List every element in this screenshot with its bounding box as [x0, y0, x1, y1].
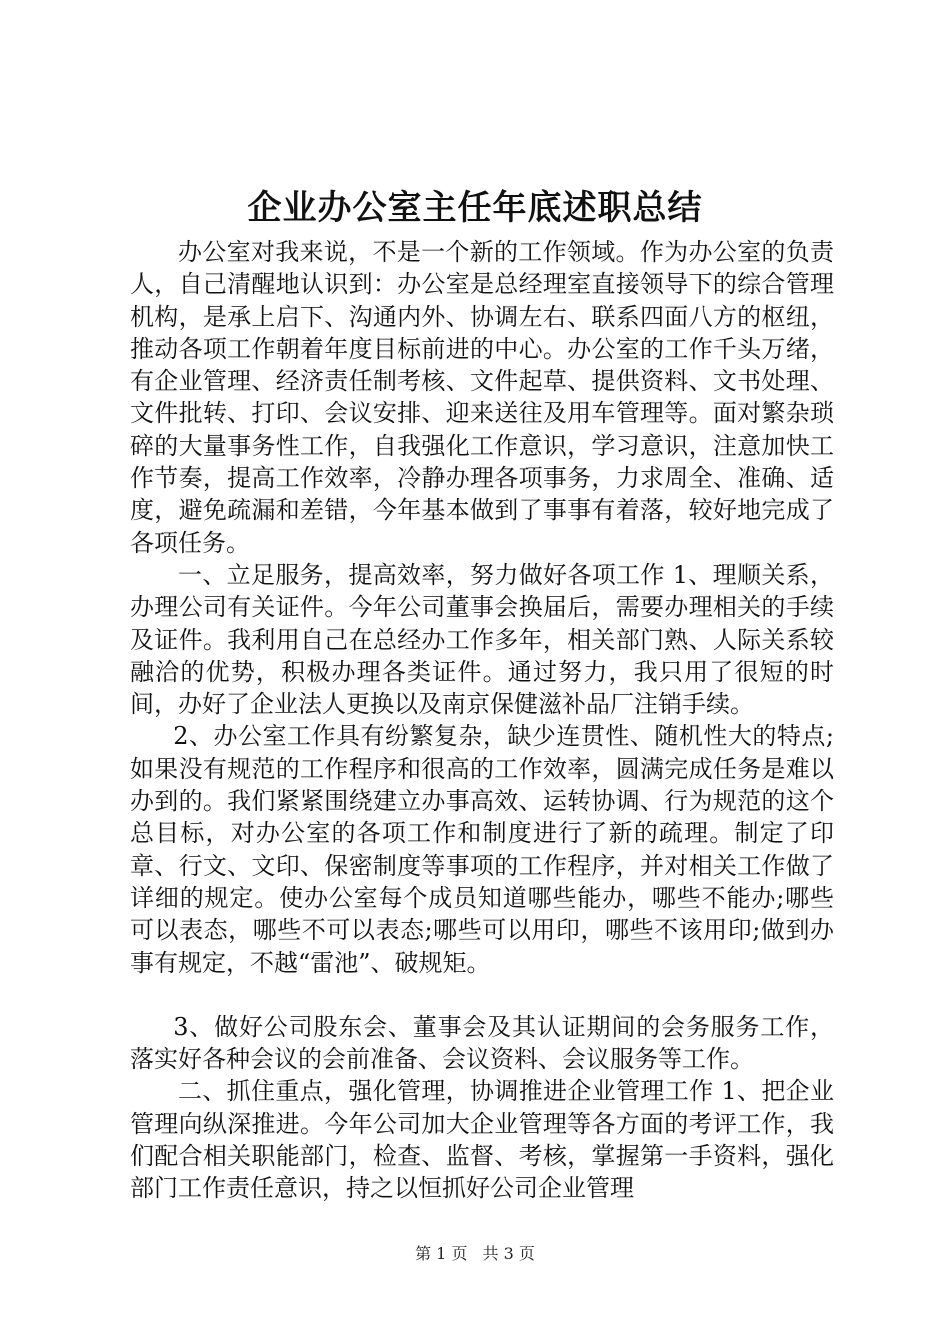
paragraph-item-2: 2、办公室工作具有纷繁复杂，缺少连贯性、随机性大的特点;如果没有规范的工作程序和很高的工作效率，圆满完成任务是难以办到的。我们紧紧围绕建立办事高效、运转协调、行为规范的这个总目标，对办公室的各项工作和制度进行了新的疏理。制定了印章、行文、文印、保密制度等事项的工作程序，并对相关工作做了详细的规定。使办公室每个成员知道哪些能办，哪些不能办;哪些可以表态，哪些不可以表态;哪些可以用印，哪些不该用印;做到办事有规定，不越“雷池”、破规矩。: [130, 722, 834, 977]
paragraph-section-1: 一、立足服务，提高效率，努力做好各项工作 1、理顺关系，办理公司有关证件。今年公司董事会换届后，需要办理相关的手续及证件。我利用自己在总经办工作多年，相关部门熟、人际关系较融洽的优势，积极办理各类证件。通过努力，我只用了很短的时间，办好了企业法人更换以及南京保健滋补品厂注销手续。: [130, 560, 834, 719]
document-title: 企业办公室主任年底述职总结: [247, 188, 703, 228]
page-footer: [0, 1243, 950, 1265]
document-body: [130, 236, 834, 1205]
page-number: 第 1 页: [415, 1244, 468, 1263]
paragraph-intro: 办公室对我来说，不是一个新的工作领域。作为办公室的负责人，自己清醒地认识到：办公室是总经理室直接领导下的综合管理机构，是承上启下、沟通内外、协调左右、联系四面八方的枢纽，推动各项工作朝着年度目标前进的中心。办公室的工作千头万绪，有企业管理、经济责任制考核、文件起草、提供资料、文书处理、文件批转、打印、会议安排、迎来送往及用车管理等。面对繁杂琐碎的大量事务性工作，自我强化工作意识，学习意识，注意加快工作节奏，提高工作效率，冷静办理各项事务，力求周全、准确、适度，避免疏漏和差错，今年基本做到了事事有着落，较好地完成了各项任务。: [130, 238, 834, 557]
paragraph-item-3: 3、做好公司股东会、董事会及其认证期间的会务服务工作，落实好各种会议的会前准备、会议资料、会议服务等工作。: [130, 1012, 834, 1074]
page-total: 共 3 页: [482, 1244, 535, 1263]
paragraph-section-2: 二、抓住重点，强化管理，协调推进企业管理工作 1、把企业管理向纵深推进。今年公司加大企业管理等各方面的考评工作，我们配合相关职能部门，检查、监督、考核，掌握第一手资料，强化部门工作责任意识，持之以恒抓好公司企业管理: [130, 1077, 834, 1203]
